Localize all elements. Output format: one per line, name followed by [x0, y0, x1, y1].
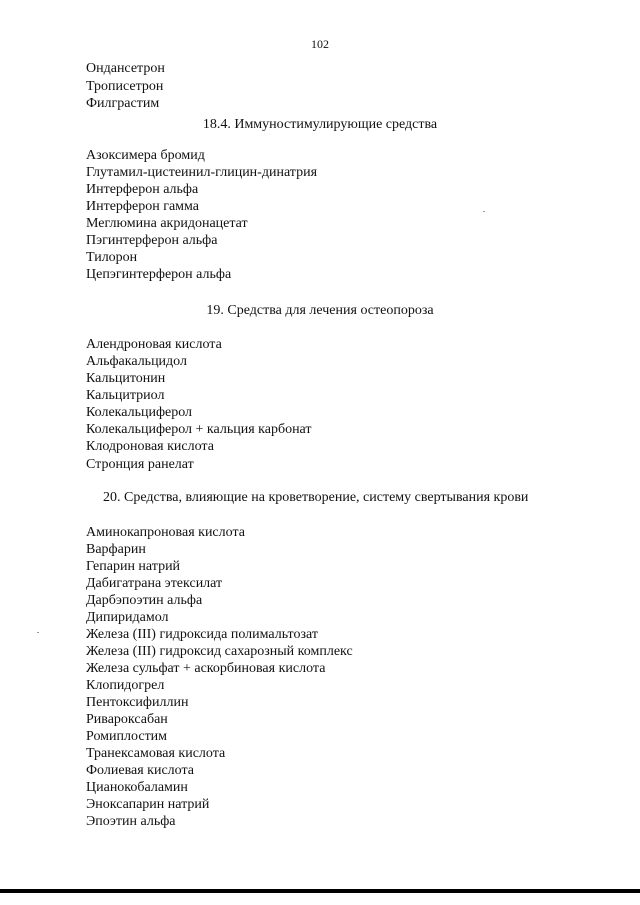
list-item: Пентоксифиллин: [86, 695, 189, 710]
section-heading-osteoporosis: 19. Средства для лечения остеопороза: [206, 303, 434, 318]
list-item: Колекальциферол + кальция карбонат: [86, 422, 312, 437]
list-item: Дипиридамол: [86, 610, 169, 625]
list-item: Варфарин: [86, 542, 146, 557]
scan-speck: [483, 211, 485, 212]
list-item: Трописетрон: [86, 79, 164, 94]
list-item: Клопидогрел: [86, 678, 165, 693]
list-item: Кальцитриол: [86, 388, 165, 403]
list-item: Меглюмина акридонацетат: [86, 216, 248, 231]
list-item: Филграстим: [86, 96, 160, 111]
list-item: Аминокапроновая кислота: [86, 525, 245, 540]
section-heading-blood: 20. Средства, влияющие на кроветворение, систему свертывания крови: [103, 490, 529, 505]
scan-speck: [37, 632, 39, 633]
list-item: Клодроновая кислота: [86, 439, 214, 454]
list-item: Железа (III) гидроксид сахарозный комплекс: [86, 644, 353, 659]
list-item: Железа сульфат + аскорбиновая кислота: [86, 661, 326, 676]
list-item: Колекальциферол: [86, 405, 193, 420]
bottom-rule: [0, 889, 640, 893]
list-item: Стронция ранелат: [86, 457, 194, 472]
page-number: 102: [311, 37, 329, 51]
list-item: Альфакальцидол: [86, 354, 187, 369]
list-item: Цианокобаламин: [86, 780, 188, 795]
list-item: Ромиплостим: [86, 729, 168, 744]
list-item: Интерферон альфа: [86, 182, 199, 197]
list-item: Алендроновая кислота: [86, 337, 222, 352]
list-item: Азоксимера бромид: [86, 148, 205, 163]
list-item: Эноксапарин натрий: [86, 797, 210, 812]
section-heading-immunostimulants: 18.4. Иммуностимулирующие средства: [202, 117, 438, 132]
list-item: Фолиевая кислота: [86, 763, 194, 778]
list-item: Гепарин натрий: [86, 559, 181, 574]
list-item: Транексамовая кислота: [86, 746, 226, 761]
list-item: Дабигатрана этексилат: [86, 576, 223, 591]
list-item: Ривароксабан: [86, 712, 168, 727]
list-item: Ондансетрон: [86, 61, 165, 76]
list-item: Дарбэпоэтин альфа: [86, 593, 203, 608]
list-item: Глутамил-цистеинил-глицин-динатрия: [86, 165, 318, 180]
list-item: Эпоэтин альфа: [86, 814, 176, 829]
list-item: Кальцитонин: [86, 371, 166, 386]
list-item: Пэгинтерферон альфа: [86, 233, 218, 248]
list-item: Цепэгинтерферон альфа: [86, 267, 232, 282]
list-item: Интерферон гамма: [86, 199, 200, 214]
list-item: Тилорон: [86, 250, 138, 265]
list-item: Железа (III) гидроксида полимальтозат: [86, 627, 318, 642]
